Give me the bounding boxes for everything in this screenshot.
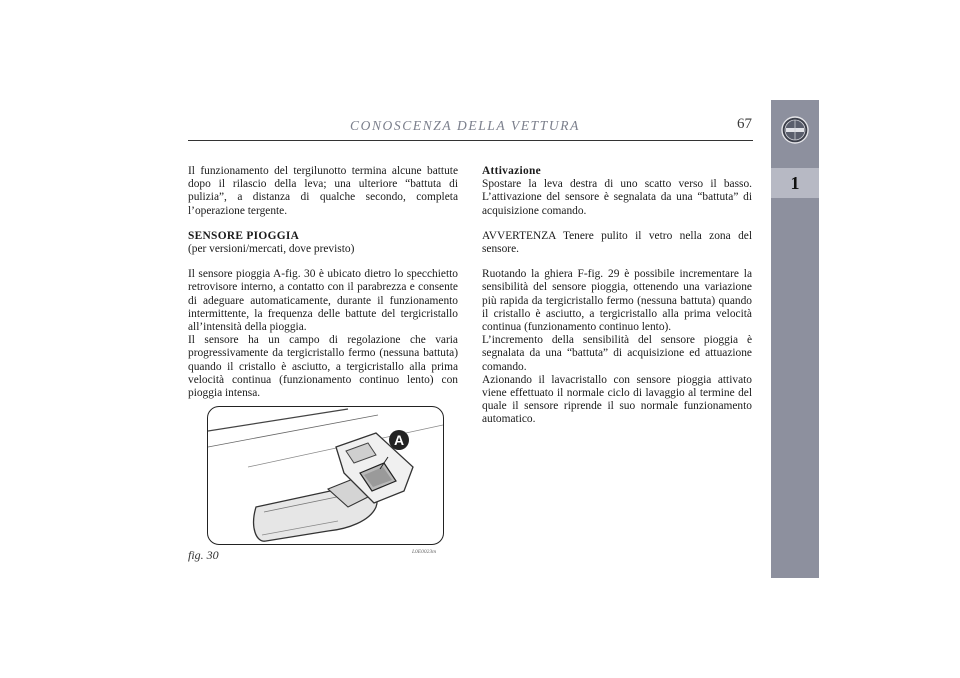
section-heading: Attivazione [482,165,541,177]
section-heading: SENSORE PIOGGIA [188,229,300,242]
lancia-logo-icon [781,116,809,144]
section-subtitle: (per versioni/mercati, dove previsto) [188,243,355,256]
rain-sensor-figure [207,406,444,545]
paragraph: Ruotando la ghiera F-fig. 29 è possibile incrementare la sensibilità del sensore pioggia, ottenendo una variazione più rapida da tergicristallo fermo (nessuna battuta) quando il cristallo è asciutto, a tergicristallo alla prima velocità continua (funzionamento continuo lento). [482,268,752,334]
left-column [188,165,458,412]
paragraph: L’incremento della sensibilità del sensore pioggia è segnalata da una “battuta” di acquisizione ed attuazione comando. [482,334,752,373]
callout-label: A [393,432,405,448]
paragraph: Spostare la leva destra di uno scatto verso il basso. L’attivazione del sensore è segnalata da una “battuta” di acquisizione comando. [482,178,752,217]
running-header-title: CONOSCENZA DELLA VETTURA [350,118,580,133]
figure-code: L0E0023m [412,549,437,555]
warning-paragraph: AVVERTENZA Tenere pulito il vetro nella zona del sensore. [482,229,752,256]
header-rule [188,140,753,141]
figure-caption: fig. 30 [188,548,219,562]
chapter-tab[interactable]: 1 [771,168,819,198]
paragraph: Il sensore ha un campo di regolazione che varia progressivamente da tergicristallo fermo (nessuna battuta) quando il cristallo è asciutto, a tergicristallo alla prima velocità continua (funzionamento continuo lento) con pioggia intensa. [188,334,458,400]
right-column [482,165,752,439]
chapter-sidebar [771,100,819,578]
paragraph: Il funzionamento del tergilunotto termina alcune battute dopo il rilascio della leva; una ulteriore “battuta di pulizia”, a distanza di qualche secondo, completa l’operazione tergente. [188,165,458,217]
rain-sensor-illustration [208,407,443,544]
page-number: 67 [737,116,752,132]
paragraph: Azionando il lavacristallo con sensore pioggia attivato viene effettuato il normale ciclo di lavaggio al termine del quale il sensore riprende il suo normale funzionamento automatico. [482,373,752,426]
paragraph: Il sensore pioggia A-fig. 30 è ubicato dietro lo specchietto retrovisore interno, a contatto con il parabrezza e consente di adeguare automaticamente, durante il funzionamento intermittente, la frequenza delle battute del tergicristallo all’intensità della pioggia. [188,268,458,334]
